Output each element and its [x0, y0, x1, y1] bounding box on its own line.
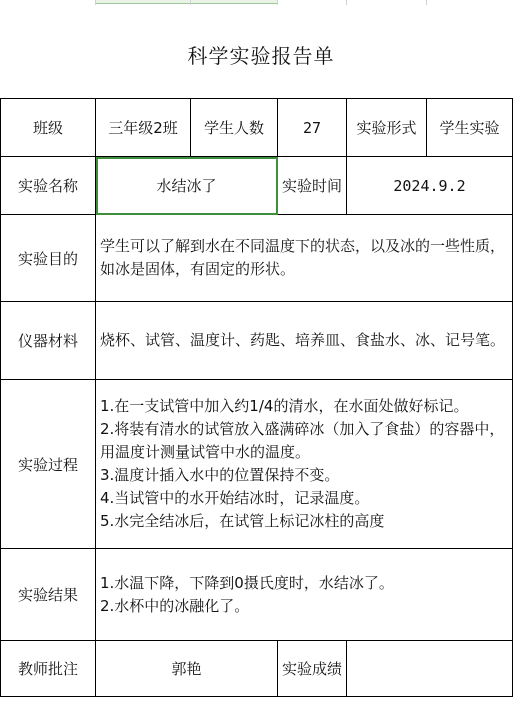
- column-tick: [190, 0, 191, 5]
- materials-text-cell[interactable]: 烧杯、试管、温度计、药匙、培养皿、食盐水、冰、记号笔。: [96, 302, 513, 380]
- row-materials: [1, 302, 513, 380]
- teacher-value-cell[interactable]: 郭艳: [96, 641, 278, 697]
- process-text-cell[interactable]: [96, 380, 513, 549]
- process-step: 5.水完全结冰后，在试管上标记冰柱的高度: [100, 512, 385, 530]
- process-step: 4.当试管中的水开始结冰时，记录温度。: [100, 489, 370, 507]
- class-label-cell[interactable]: 班级: [1, 99, 96, 157]
- name-label-cell[interactable]: 实验名称: [1, 157, 96, 215]
- teacher-label-cell[interactable]: 教师批注: [1, 641, 96, 697]
- purpose-text-cell[interactable]: 学生可以了解到水在不同温度下的状态，以及冰的一些性质，如冰是固体，有固定的形状。: [96, 215, 513, 302]
- column-tick: [277, 0, 278, 5]
- class-value-cell[interactable]: 三年级2班: [96, 99, 191, 157]
- row-process: [1, 380, 513, 549]
- form-value-cell[interactable]: 学生实验: [427, 99, 513, 157]
- row-experiment-name: [1, 157, 513, 215]
- students-value-cell[interactable]: 27: [278, 99, 347, 157]
- process-label-cell[interactable]: 实验过程: [1, 380, 96, 549]
- column-tick: [426, 0, 427, 5]
- time-label-cell[interactable]: 实验时间: [278, 157, 347, 215]
- time-value-cell[interactable]: 2024.9.2: [347, 157, 513, 215]
- column-tick: [346, 0, 347, 5]
- process-step: 3.温度计插入水中的位置保持不变。: [100, 466, 340, 484]
- form-label-cell[interactable]: 实验形式: [347, 99, 427, 157]
- column-header-highlight: [95, 0, 277, 4]
- name-value-cell-selected[interactable]: 水结冰了: [96, 157, 278, 215]
- purpose-label-cell[interactable]: 实验目的: [1, 215, 96, 302]
- score-value-cell[interactable]: [347, 641, 513, 697]
- students-label-cell[interactable]: 学生人数: [191, 99, 278, 157]
- column-tick: [95, 0, 96, 5]
- row-teacher: [1, 641, 513, 697]
- result-text-cell[interactable]: [96, 549, 513, 641]
- score-label-cell[interactable]: 实验成绩: [278, 641, 347, 697]
- process-step: 2.将装有清水的试管放入盛满碎冰（加入了食盐）的容器中，用温度计测量试管中水的温度。: [100, 420, 505, 461]
- materials-label-cell[interactable]: 仪器材料: [1, 302, 96, 380]
- spreadsheet-header-strip: [0, 0, 522, 5]
- row-purpose: [1, 215, 513, 302]
- result-line: 1.水温下降，下降到0摄氏度时，水结冰了。: [100, 573, 394, 592]
- report-title: 科学实验报告单: [187, 44, 335, 68]
- result-label-cell[interactable]: 实验结果: [1, 549, 96, 641]
- row-class-info: [1, 99, 513, 157]
- report-table: [0, 98, 513, 697]
- row-result: [1, 549, 513, 641]
- process-step: 1.在一支试管中加入约1/4的清水，在水面处做好标记。: [100, 397, 469, 415]
- result-line: 2.水杯中的冰融化了。: [100, 596, 250, 615]
